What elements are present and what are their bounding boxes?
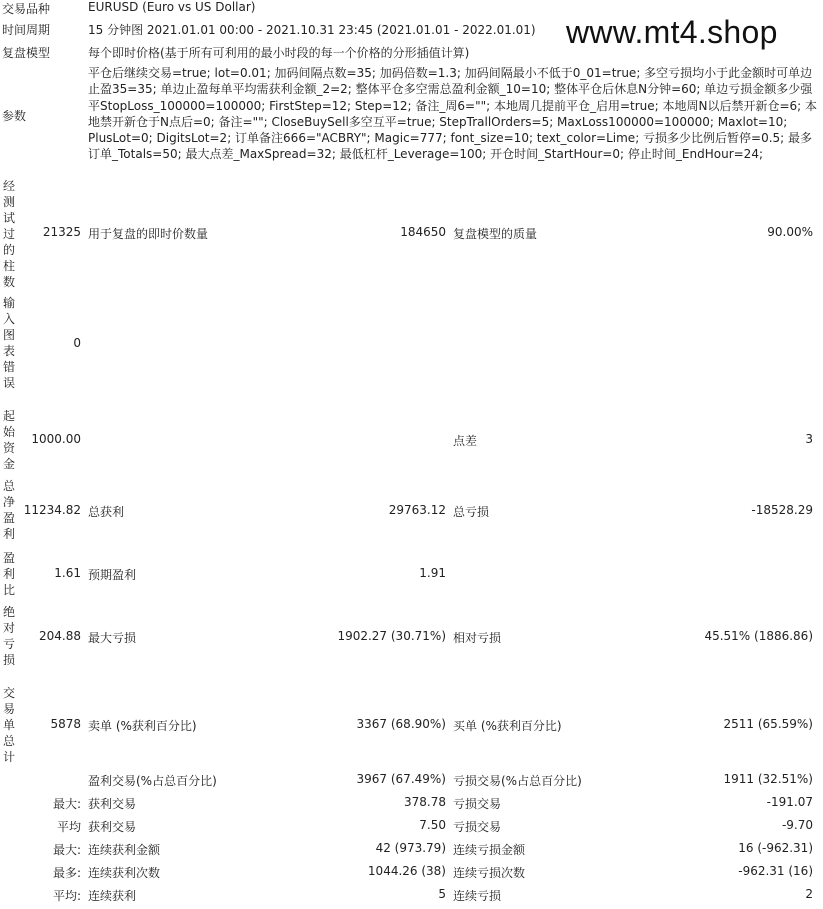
detail-prefix: 平均 xyxy=(56,820,81,834)
detail-prefix: 最大: xyxy=(52,843,81,857)
detail-prefix: 最多: xyxy=(52,866,81,880)
bars-value: 21325 xyxy=(42,225,81,239)
spread-label: 点差 xyxy=(453,434,478,448)
quality-value: 90.00% xyxy=(767,225,813,239)
maxdd-label: 最大亏损 xyxy=(88,631,137,645)
grossprofit-value: 29763.12 xyxy=(388,503,446,517)
detail-left-value: 378.78 xyxy=(404,795,446,809)
model-label: 复盘模型 xyxy=(2,46,51,60)
detail-right-value: -9.70 xyxy=(781,818,813,832)
detail-left-value: 5 xyxy=(438,887,446,901)
detail-row xyxy=(0,772,823,792)
detail-row xyxy=(0,887,823,907)
netprofit-label: 总净盈利 xyxy=(2,479,15,541)
detail-left-label: 连续获利次数 xyxy=(88,866,161,880)
detail-left-label: 连续获利 xyxy=(88,889,137,903)
params-value: 平仓后继续交易=true; lot=0.01; 加码间隔点数=35; 加码倍数=1.3; 加码间隔最小不低于0_01=true; 多空亏损均小于此金额时可单边止盈35=35; 单边止盈每单平均需获利金额_2=2; 整体平仓多空需总盈利金额_10=10; 整体平仓后休息N分钟=60; 单边亏损金额多少强平StopLoss_100000=100000; FirstStep=12; Step=12; 备注_周6=""; 本地周几提前平仓_启用=true; 本地周N以后禁开新仓=6; 本地禁开新仓于N点后=0; 备注=""; CloseBuySell多空互平=true; StepTrallOrders=5; MaxLoss100000=100000; Maxlot=10; PlusLot=0; DigitsLot=2; 订单备注666="ACBRY"; Magic=777; font_size=10; text_color=Lime; 亏损多少比例后暂停=0.5; 最多订单_Totals=50; 最大点差_MaxSpread=32; 最低杠杆_Leverage=100; 开仓时间_StartHour=0; 停止时间_EndHour=24; xyxy=(88,66,818,162)
short-value: 3367 (68.90%) xyxy=(356,717,446,731)
long-label: 买单 (%获利百分比) xyxy=(453,719,562,733)
model-row xyxy=(0,44,823,64)
absdd-label: 绝对亏损 xyxy=(2,605,15,667)
pf-row xyxy=(0,566,823,586)
netprofit-value: 11234.82 xyxy=(23,503,81,517)
symbol-value: EURUSD (Euro vs US Dollar) xyxy=(88,0,256,14)
drawdown-row xyxy=(0,629,823,649)
maxdd-value: 1902.27 (30.71%) xyxy=(337,629,446,643)
trades-label: 交易单总计 xyxy=(2,686,15,764)
detail-left-value: 3967 (67.49%) xyxy=(356,772,446,786)
errors-value: 0 xyxy=(73,336,81,350)
errors-label: 输入图表错误 xyxy=(2,296,15,390)
symbol-label: 交易品种 xyxy=(2,2,51,16)
bars-row xyxy=(0,225,823,245)
grossloss-label: 总亏损 xyxy=(453,505,490,519)
short-label: 卖单 (%获利百分比) xyxy=(88,719,197,733)
detail-row xyxy=(0,841,823,861)
detail-right-label: 亏损交易 xyxy=(453,797,502,811)
detail-right-label: 连续亏损 xyxy=(453,889,502,903)
model-value: 每个即时价格(基于所有可利用的最小时段的每一个价格的分形插值计算) xyxy=(88,46,470,60)
detail-left-label: 获利交易 xyxy=(88,797,137,811)
detail-left-label: 盈利交易(%占总百分比) xyxy=(88,774,217,788)
ticks-label: 用于复盘的即时价数量 xyxy=(88,227,209,241)
reldd-label: 相对亏损 xyxy=(453,631,502,645)
detail-right-value: 1911 (32.51%) xyxy=(723,772,813,786)
period-row xyxy=(0,21,823,41)
detail-right-value: -962.31 (16) xyxy=(738,864,813,878)
profit-row xyxy=(0,503,823,523)
detail-right-value: -191.07 xyxy=(766,795,813,809)
site-watermark: www.mt4.shop xyxy=(566,14,778,50)
payoff-value: 1.91 xyxy=(419,566,446,580)
detail-left-value: 42 (973.79) xyxy=(375,841,446,855)
deposit-label: 起始资金 xyxy=(2,409,15,471)
detail-right-label: 连续亏损金额 xyxy=(453,843,526,857)
detail-row xyxy=(0,818,823,838)
deposit-row xyxy=(0,432,823,452)
errors-row xyxy=(0,336,823,356)
detail-right-label: 连续亏损次数 xyxy=(453,866,526,880)
grossloss-value: -18528.29 xyxy=(751,503,813,517)
detail-right-label: 亏损交易 xyxy=(453,820,502,834)
bars-label: 经测试过的柱数 xyxy=(2,179,15,289)
detail-left-label: 获利交易 xyxy=(88,820,137,834)
detail-left-value: 1044.26 (38) xyxy=(367,864,446,878)
trades-row xyxy=(0,717,823,737)
symbol-row xyxy=(0,0,823,20)
pf-label: 盈利比 xyxy=(2,551,15,597)
payoff-label: 预期盈利 xyxy=(88,568,137,582)
detail-left-label: 连续获利金额 xyxy=(88,843,161,857)
detail-row xyxy=(0,795,823,815)
pf-value: 1.61 xyxy=(54,566,81,580)
detail-row xyxy=(0,864,823,884)
detail-right-value: 16 (-962.31) xyxy=(738,841,813,855)
deposit-value: 1000.00 xyxy=(31,432,81,446)
detail-prefix: 平均: xyxy=(52,889,81,903)
ticks-value: 184650 xyxy=(400,225,446,239)
period-value: 15 分钟图 2021.01.01 00:00 - 2021.10.31 23:45 (2021.01.01 - 2022.01.01) xyxy=(88,23,536,37)
detail-prefix: 最大: xyxy=(52,797,81,811)
spread-value: 3 xyxy=(805,432,813,446)
long-value: 2511 (65.59%) xyxy=(723,717,813,731)
trades-value: 5878 xyxy=(50,717,81,731)
detail-right-value: 2 xyxy=(805,887,813,901)
grossprofit-label: 总获利 xyxy=(88,505,125,519)
period-label: 时间周期 xyxy=(2,23,51,37)
detail-left-value: 7.50 xyxy=(419,818,446,832)
params-label: 参数 xyxy=(2,109,27,123)
detail-right-label: 亏损交易(%占总百分比) xyxy=(453,774,582,788)
absdd-value: 204.88 xyxy=(39,629,81,643)
reldd-value: 45.51% (1886.86) xyxy=(704,629,813,643)
quality-label: 复盘模型的质量 xyxy=(453,227,538,241)
